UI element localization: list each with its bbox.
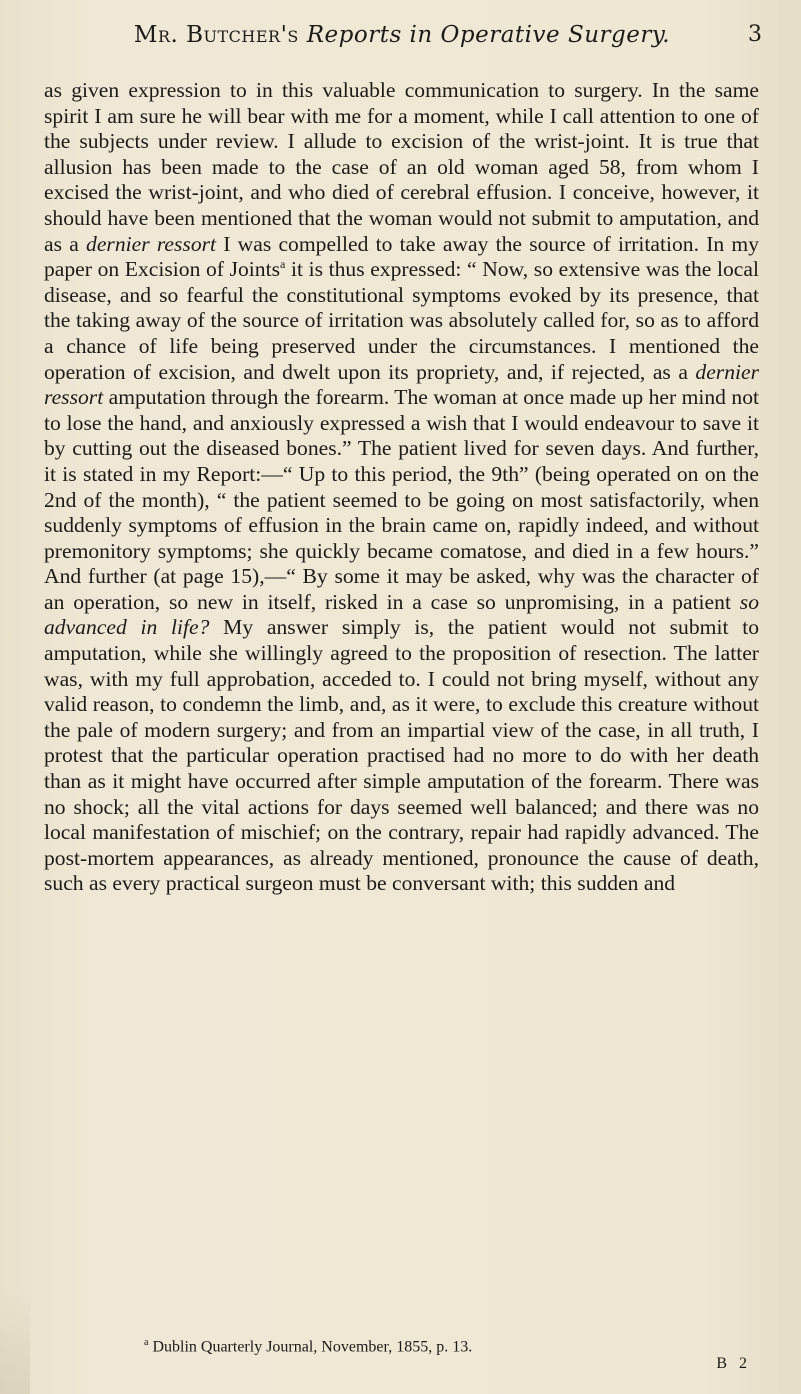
text-run: My answer simply is, the patient would not submit to amputation, while she willingly agreed to the proposition of resection. The latter was, with my full approbation, acceded to. I could not bring myself, without any valid reason, to condemn the limb, and, as it were, to exclude this creature without the pale of modern surgery; and from an impartial view of the case, in all truth, I protest that the particular operation practised had no more to do with her death than as it might have occurred after simple amputation of the forearm. There was no shock; all the vital actions for days seemed well balanced; and there was no local manifestation of mischief; on the contrary, repair had rapidly advanced. The post-mortem appearances, as already mentioned, pronounce the cause of death, such as every practical surgeon must be conversant with; this sudden and (44, 615, 759, 896)
text-run: amputation through the forearm. The woman at once made up her mind not to lose the hand, and anxiously expressed a wish that I would endeavour to save it by cutting out the diseased bones.” The patient lived for seven days. And further, it is stated in my Report:—“ Up to this period, the 9th” (being operated on on the 2nd of the month), “ the patient seemed to be going on most satisfactorily, when suddenly symptoms of effusion in the brain came on, rapidly indeed, and without premonitory symptoms; she quickly became comatose, and died in a few hours.” And further (at page 15),—“ By some it may be asked, why was the character of an operation, so new in itself, risked in a case so unpromising, in a patient (44, 385, 759, 614)
italic-phrase: dernier ressort (86, 231, 217, 256)
footnote (44, 1333, 759, 1357)
text-run: as given expression to in this valuable communication to surgery. In the same spirit I am sure he will bear with me for a moment, while I call attention to one of the subjects under review. I allude to excision of the wrist-joint. It is true that allusion has been made to the case of an old woman aged 58, from whom I excised the wrist-joint, and who died of cerebral effusion. I conceive, however, it should have been mentioned that the woman would not submit to amputation, and as a (44, 78, 759, 256)
footnote-citation: Dublin Quarterly Journal, November, 1855, p. 13. (152, 1338, 473, 1356)
paragraph (44, 78, 759, 897)
footnote-text (44, 1333, 759, 1357)
running-head-title: Reports in Operative Surgery. (306, 22, 671, 48)
italic-phrase: so advanced in life? (44, 589, 759, 640)
text-run: it is thus expressed: “ Now, so extensive was the local disease, and so fearful the constitutional symptoms evoked by its presence, that the taking away of the source of irritation was absolutely called for, so as to afford a chance of life being preserved under the circumstances. I mentioned the operation of excision, and dwelt upon its propriety, and, if rejected, as a (44, 257, 759, 384)
signature-mark: B 2 (716, 1355, 751, 1372)
footnote-marker: a (144, 1337, 149, 1348)
page-header (42, 22, 762, 62)
text-run: I was compelled to take away the source of irritation. In my paper on Excision of Joints (44, 231, 760, 282)
footnote-reference: a (280, 256, 286, 271)
running-head (42, 22, 762, 48)
page-edge-shadow (0, 1290, 30, 1394)
page-number: 3 (748, 22, 762, 47)
running-head-author: Mr. Butcher's (133, 22, 299, 48)
italic-phrase: dernier ressort (44, 359, 759, 410)
body-text (44, 78, 759, 897)
